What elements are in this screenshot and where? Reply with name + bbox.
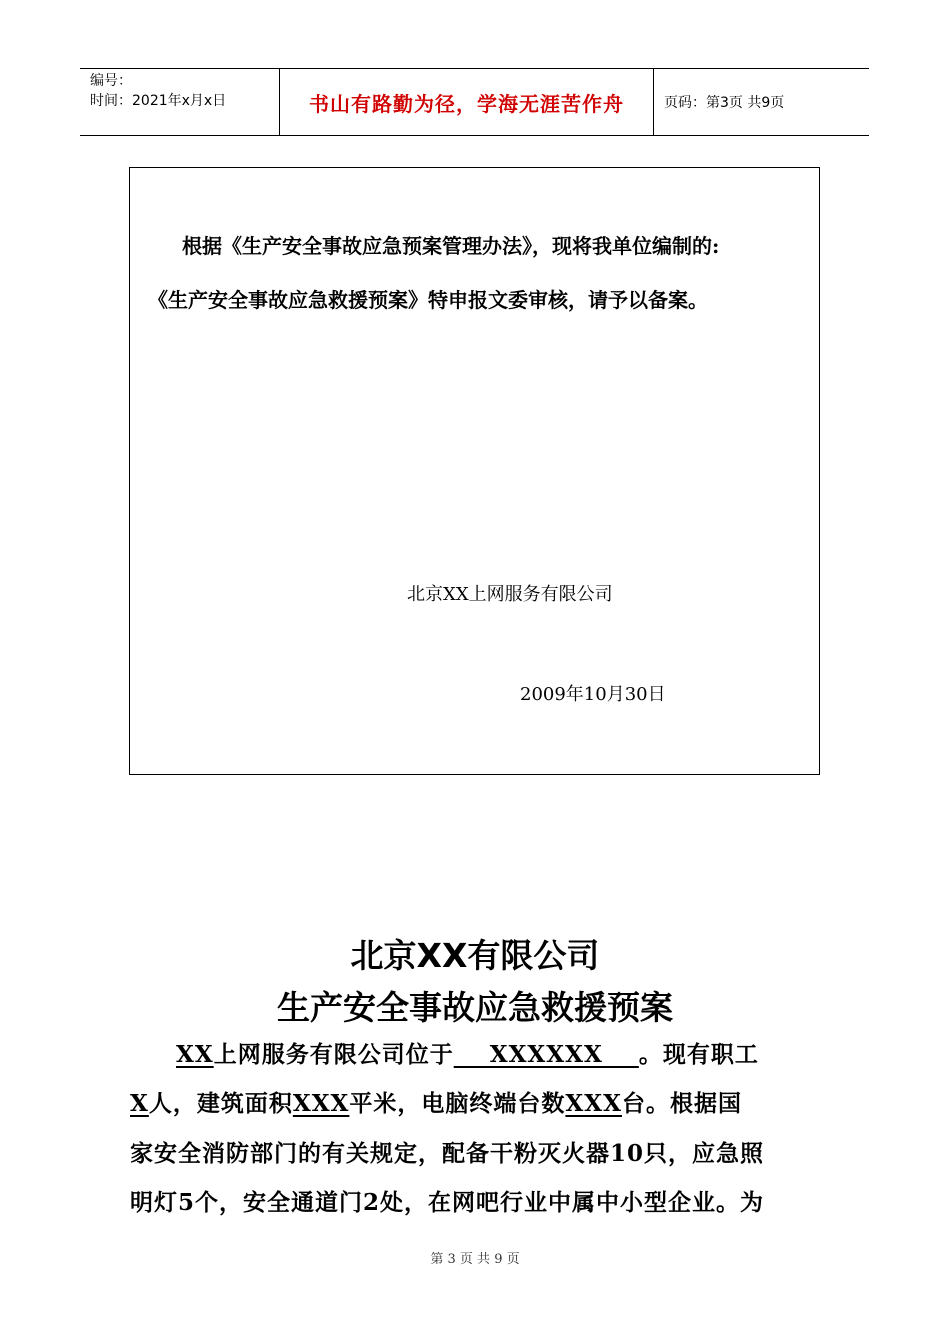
body-text: 台。根据国 <box>621 1090 742 1117</box>
notice-date: 2009年10月30日 <box>520 684 666 705</box>
body-line-3: 家安全消防部门的有关规定，配备干粉灭火器10只，应急照 <box>130 1140 765 1167</box>
page-footer: 第 3 页 共 9 页 <box>430 1252 520 1267</box>
page-header <box>80 68 869 136</box>
body-text: 上网服务有限公司位于 <box>213 1041 454 1068</box>
body-line-4: 明灯5个，安全通道门2处，在网吧行业中属中小型企业。为 <box>130 1189 765 1216</box>
body-blank-staff: X <box>130 1090 149 1117</box>
body-text: 。现有职工 <box>638 1041 759 1068</box>
header-meta <box>80 69 280 135</box>
notice-company-name: 北京XX上网服务有限公司 <box>407 584 613 605</box>
document-time-label: 时间：2021年x月x日 <box>90 93 227 109</box>
document-title-line-1: 北京XX有限公司 <box>350 936 600 975</box>
body-blank-terminals: XXX <box>565 1090 622 1117</box>
filing-notice-box <box>129 167 820 775</box>
notice-line-1: 根据《生产安全事故应急预案管理办法》，现将我单位编制的: <box>182 234 720 258</box>
header-motto: 书山有路勤为径，学海无涯苦作舟 <box>280 69 654 135</box>
notice-line-2: 《生产安全事故应急救援预案》特申报文委审核，请予以备案。 <box>148 288 708 312</box>
document-title-line-2: 生产安全事故应急救援预案 <box>277 988 673 1027</box>
body-line-2 <box>130 1085 820 1118</box>
body-blank-location: XXXXXX <box>453 1041 639 1068</box>
document-number-label: 编号： <box>90 73 132 89</box>
header-page-info: 页码：第3页 共9页 <box>664 95 785 111</box>
body-blank-area: XXX <box>292 1090 350 1117</box>
body-text: 人，建筑面积 <box>148 1090 293 1117</box>
body-line-1 <box>130 1036 820 1069</box>
body-blank-company: XX <box>176 1041 214 1068</box>
body-text: 平米，电脑终端台数 <box>349 1090 566 1117</box>
